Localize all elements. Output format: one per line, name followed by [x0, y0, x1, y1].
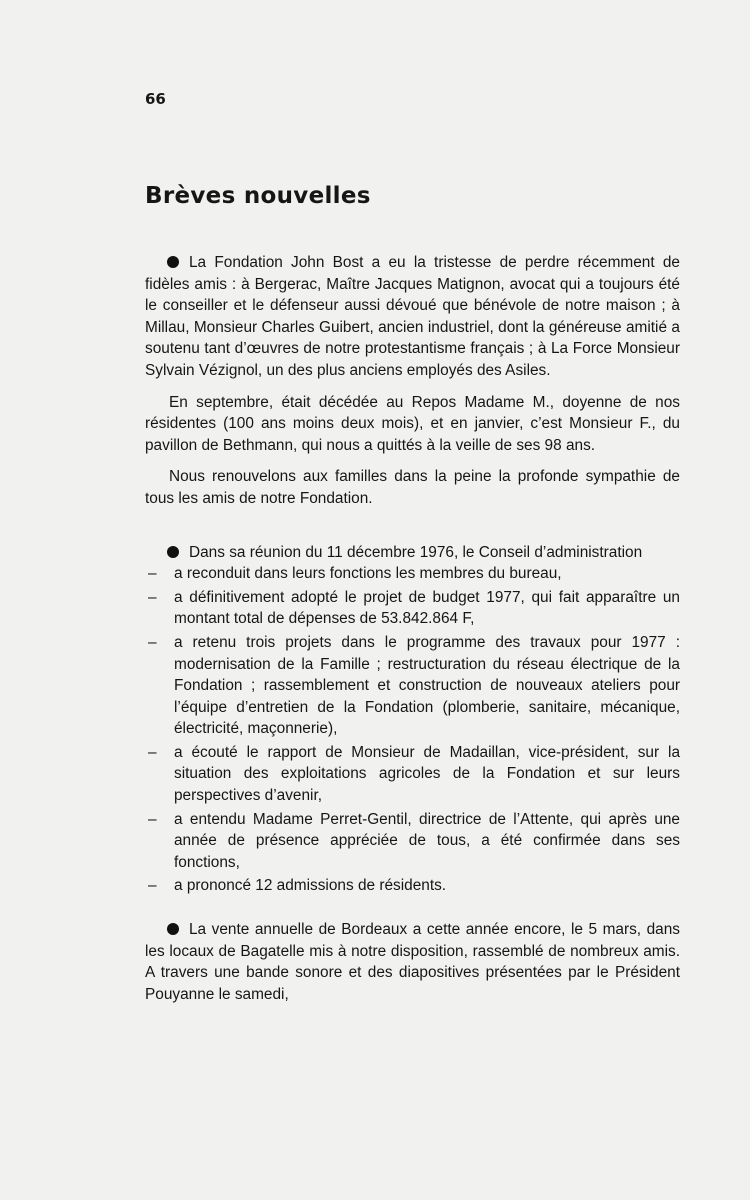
paragraph: En septembre, était décédée au Repos Madame M., doyenne de nos résidentes (100 ans moins deux mois), et en janvier, c’est Monsieur F., du pavillon de Bethmann, qui nous a quittés à la veille de ses 98 ans.: [145, 393, 680, 454]
article-body: [145, 252, 680, 1015]
paragraph: [145, 542, 680, 564]
page-number: 66: [145, 90, 166, 108]
bullet-icon: [167, 546, 179, 558]
paragraph: Nous renouvelons aux familles dans la peine la profonde sympathie de tous les amis de notre Fondation.: [145, 468, 680, 507]
list-item: – a retenu trois projets dans le programme des travaux pour 1977 : modernisation de la Famille ; restructuration du réseau électrique de la Fondation ; rassemblement et construction de nouveaux ateliers pour l’équipe d’entretien de la Fondation (plomberie, sanitaire, mécanique, électricité, maçonnerie),: [145, 632, 680, 740]
paragraph: [145, 919, 680, 1005]
list-item: – a entendu Madame Perret-Gentil, directrice de l’Attente, qui après une année de présence appréciée de tous, a été confirmée dans ses fonctions,: [145, 809, 680, 874]
list-item: – a reconduit dans leurs fonctions les membres du bureau,: [145, 563, 680, 585]
bullet-icon: [167, 256, 179, 268]
paragraph-text: Dans sa réunion du 11 décembre 1976, le Conseil d’administration: [189, 543, 643, 561]
paragraph-text: La vente annuelle de Bordeaux a cette année encore, le 5 mars, dans les locaux de Bagatelle mis à notre disposition, rassemblé de nombreux amis. A travers une bande sonore et des diapositives présentées par le Président Pouyanne le samedi,: [145, 921, 680, 1003]
list-item: – a définitivement adopté le projet de budget 1977, qui fait apparaître un montant total de dépenses de 53.842.864 F,: [145, 587, 680, 630]
bullet-icon: [167, 923, 179, 935]
paragraph-text: La Fondation John Bost a eu la tristesse de perdre récemment de fidèles amis : à Bergerac, Maître Jacques Matignon, avocat qui a toujours été le conseiller et le défenseur aussi dévoué que bénévole de notre maison ; à Millau, Monsieur Charles Guibert, ancien industriel, dont la généreuse amitié a soutenu tant d’œuvres de notre protestantisme français ; à La Force Monsieur Sylvain Vézignol, un des plus anciens employés des Asiles.: [145, 254, 680, 379]
list-item: – a prononcé 12 admissions de résidents.: [145, 875, 680, 897]
paragraph: [145, 252, 680, 382]
list-item: – a écouté le rapport de Monsieur de Madaillan, vice-président, sur la situation des exploitations agricoles de la Fondation et sur leurs perspectives d’avenir,: [145, 742, 680, 807]
page-title: Brèves nouvelles: [145, 183, 371, 209]
decision-list: [145, 563, 680, 897]
